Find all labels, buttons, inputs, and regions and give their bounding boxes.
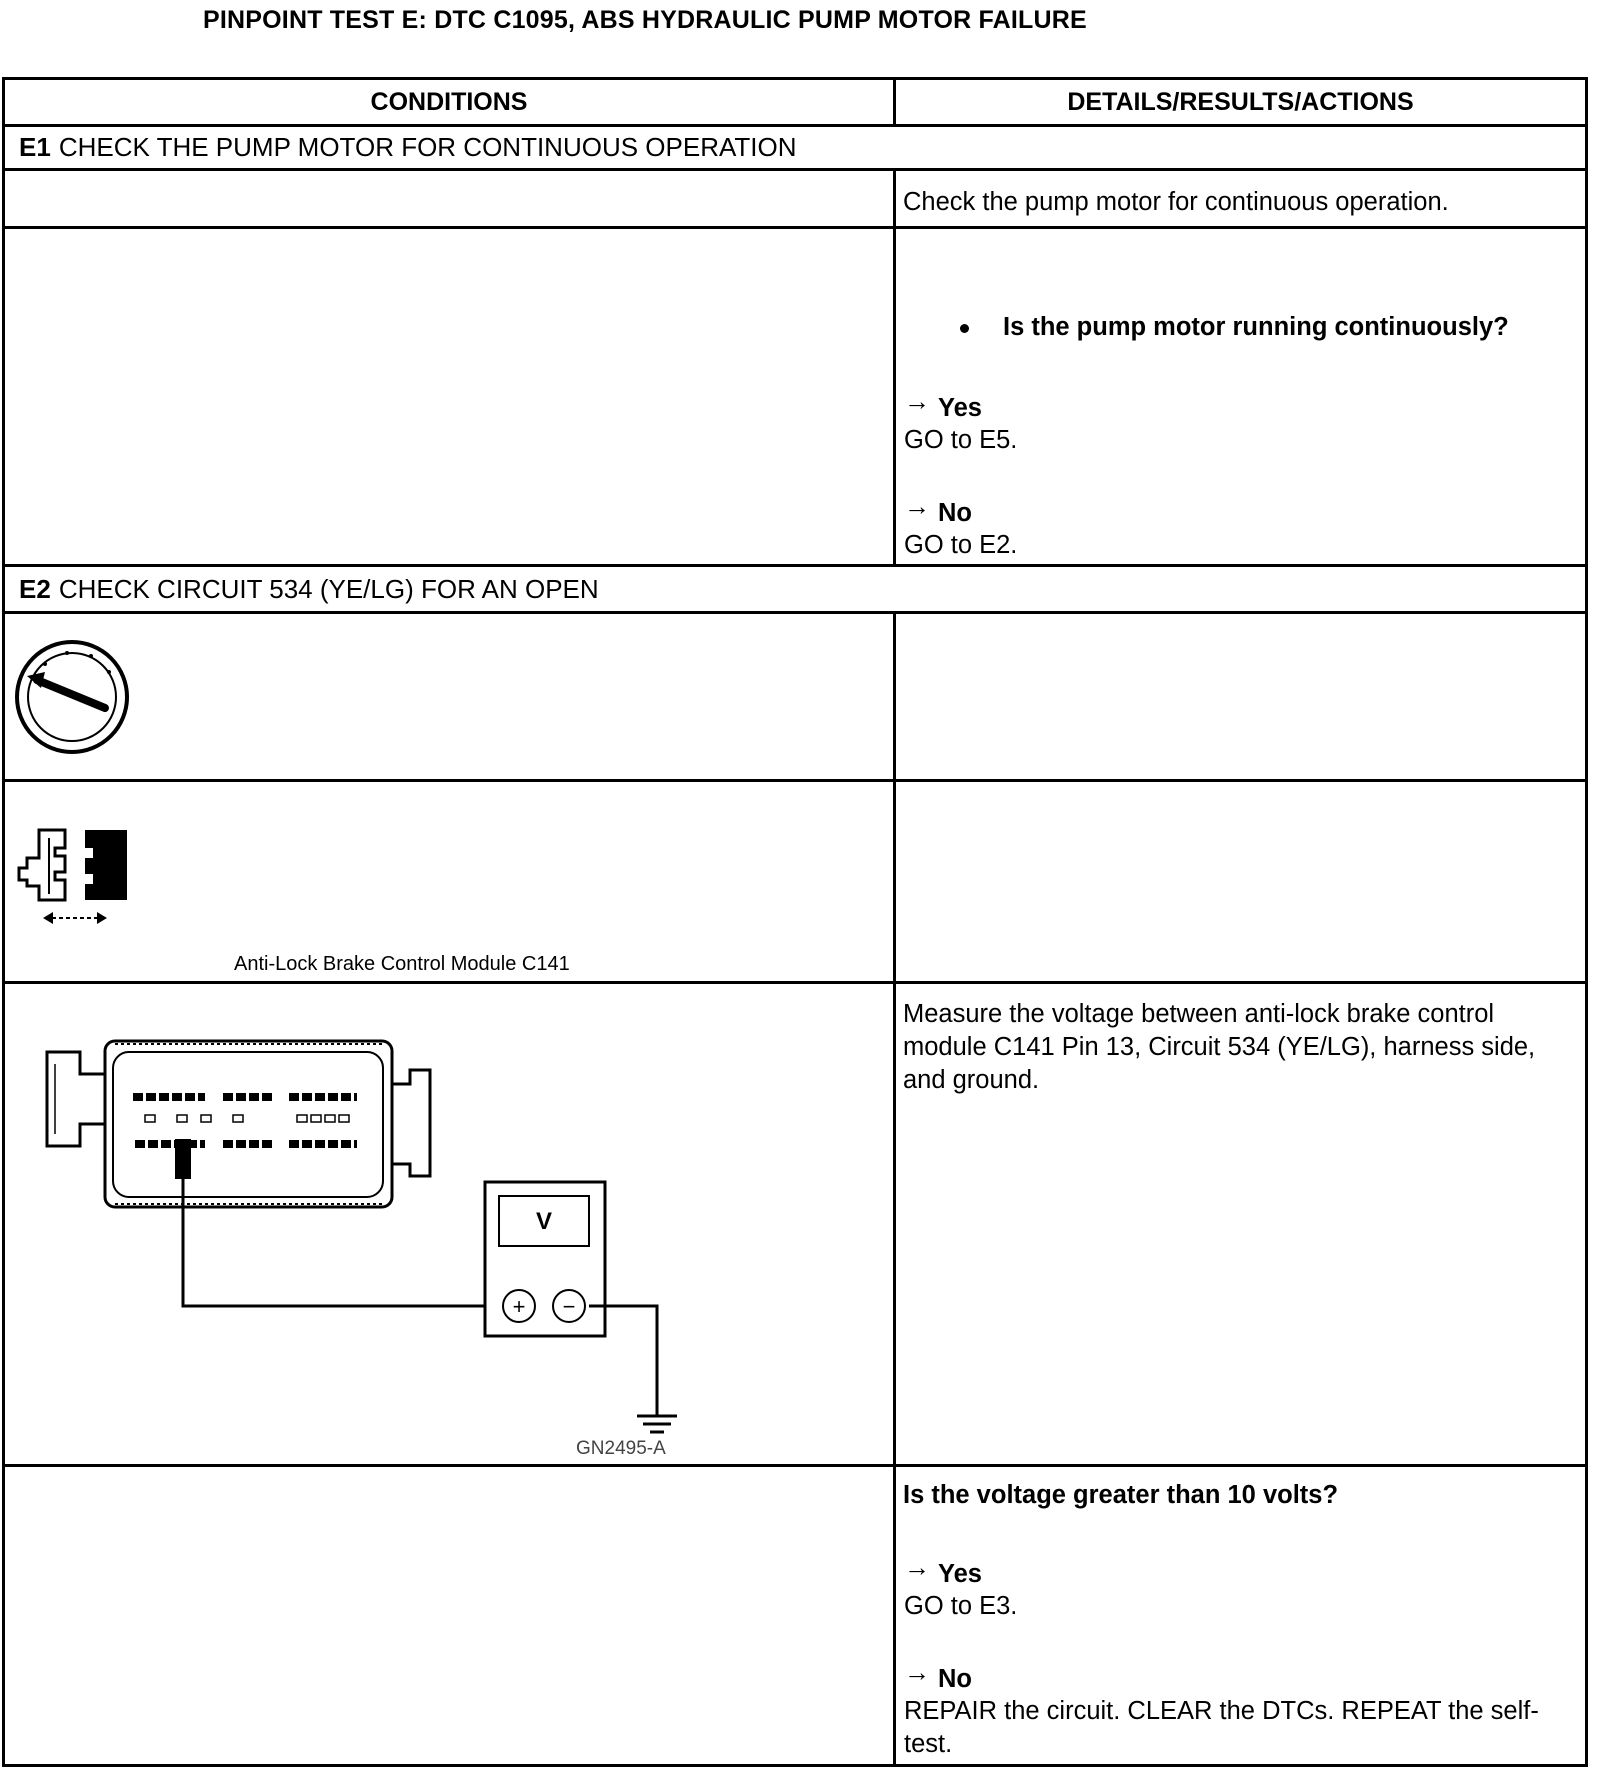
e1-yes-result — [904, 386, 982, 425]
e1-step-title: CHECK THE PUMP MOTOR FOR CONTINUOUS OPERATION — [58, 132, 797, 162]
e1-no-result — [904, 491, 972, 530]
e1-question: Is the pump motor running continuously? — [1003, 313, 1509, 341]
e2-results-conditions — [5, 1467, 896, 1764]
e2-no-result — [904, 1657, 972, 1696]
ground-symbol-icon — [637, 1416, 677, 1432]
e1-step-row — [5, 127, 1585, 171]
e2-results-row — [5, 1467, 1585, 1764]
e1-yes-action: GO to E5. — [904, 426, 1018, 454]
e2-ignition-details — [896, 614, 1585, 779]
e2-question: Is the voltage greater than 10 volts? — [903, 1481, 1339, 1509]
e2-connector-row — [5, 782, 1585, 984]
conditions-header: CONDITIONS — [5, 80, 896, 124]
e2-step-row — [5, 567, 1585, 614]
e2-results-details — [896, 1467, 1585, 1764]
details-header: DETAILS/RESULTS/ACTIONS — [1067, 87, 1414, 116]
e1-results-row — [5, 229, 1585, 567]
e1-instruction-row — [5, 171, 1585, 229]
e2-no-label: No — [938, 1665, 972, 1693]
meter-plus-label: + — [512, 1294, 526, 1319]
e2-connector-conditions — [5, 782, 896, 981]
e2-step-title: CHECK CIRCUIT 534 (YE/LG) FOR AN OPEN — [58, 573, 599, 604]
figure-id: GN2495-A — [576, 1438, 666, 1459]
e2-yes-result — [904, 1552, 982, 1591]
e2-step-heading — [5, 567, 1585, 611]
connector-caption: Anti-Lock Brake Control Module C141 — [234, 953, 570, 975]
e2-measure-row — [5, 984, 1585, 1467]
e2-connector-details — [896, 782, 1585, 981]
e1-step-id: E1 — [19, 132, 51, 162]
e1-yes-label: Yes — [938, 394, 982, 422]
e2-no-action: REPAIR the circuit. CLEAR the DTCs. REPEAT the self-test. — [904, 1697, 1539, 1758]
e1-instruction-text: Check the pump motor for continuous operation. — [903, 188, 1449, 216]
e1-yes-arrow-icon: → — [904, 386, 930, 416]
e2-ignition-row — [5, 614, 1585, 782]
e2-measure-details — [896, 984, 1585, 1464]
e1-results-details — [896, 229, 1585, 564]
e1-instruction-conditions — [5, 171, 896, 226]
e2-yes-arrow-icon: → — [904, 1552, 930, 1582]
e1-step-heading — [5, 127, 1585, 168]
e1-no-arrow-icon: → — [904, 491, 930, 521]
e2-measure-conditions — [5, 984, 896, 1464]
e2-yes-action: GO to E3. — [904, 1592, 1018, 1620]
e1-results-conditions — [5, 229, 896, 564]
e1-instruction-details — [896, 171, 1585, 226]
pinpoint-test-table — [2, 77, 1588, 1767]
meter-minus-label: − — [562, 1294, 576, 1319]
disconnect-connector-icon — [15, 828, 135, 948]
voltage-measurement-diagram — [5, 984, 896, 1467]
table-header-row — [5, 80, 1585, 127]
ignition-key-off-icon — [15, 640, 135, 760]
e2-measure-instruction: Measure the voltage between anti-lock brake control module C141 Pin 13, Circuit 534 (YE/LG), harness side, and ground. — [903, 1000, 1536, 1094]
e2-no-arrow-icon: → — [904, 1657, 930, 1687]
e2-yes-label: Yes — [938, 1560, 982, 1588]
e1-no-label: No — [938, 499, 972, 527]
voltmeter-icon — [485, 1182, 605, 1336]
e2-step-id: E2 — [19, 573, 51, 604]
e2-ignition-conditions — [5, 614, 896, 779]
voltmeter-label: V — [535, 1208, 553, 1235]
abs-module-connector-icon — [47, 1041, 430, 1207]
e1-question-bullet — [960, 324, 969, 333]
page-title: PINPOINT TEST E: DTC C1095, ABS HYDRAULIC PUMP MOTOR FAILURE — [203, 6, 1087, 34]
e1-no-action: GO to E2. — [904, 531, 1018, 559]
